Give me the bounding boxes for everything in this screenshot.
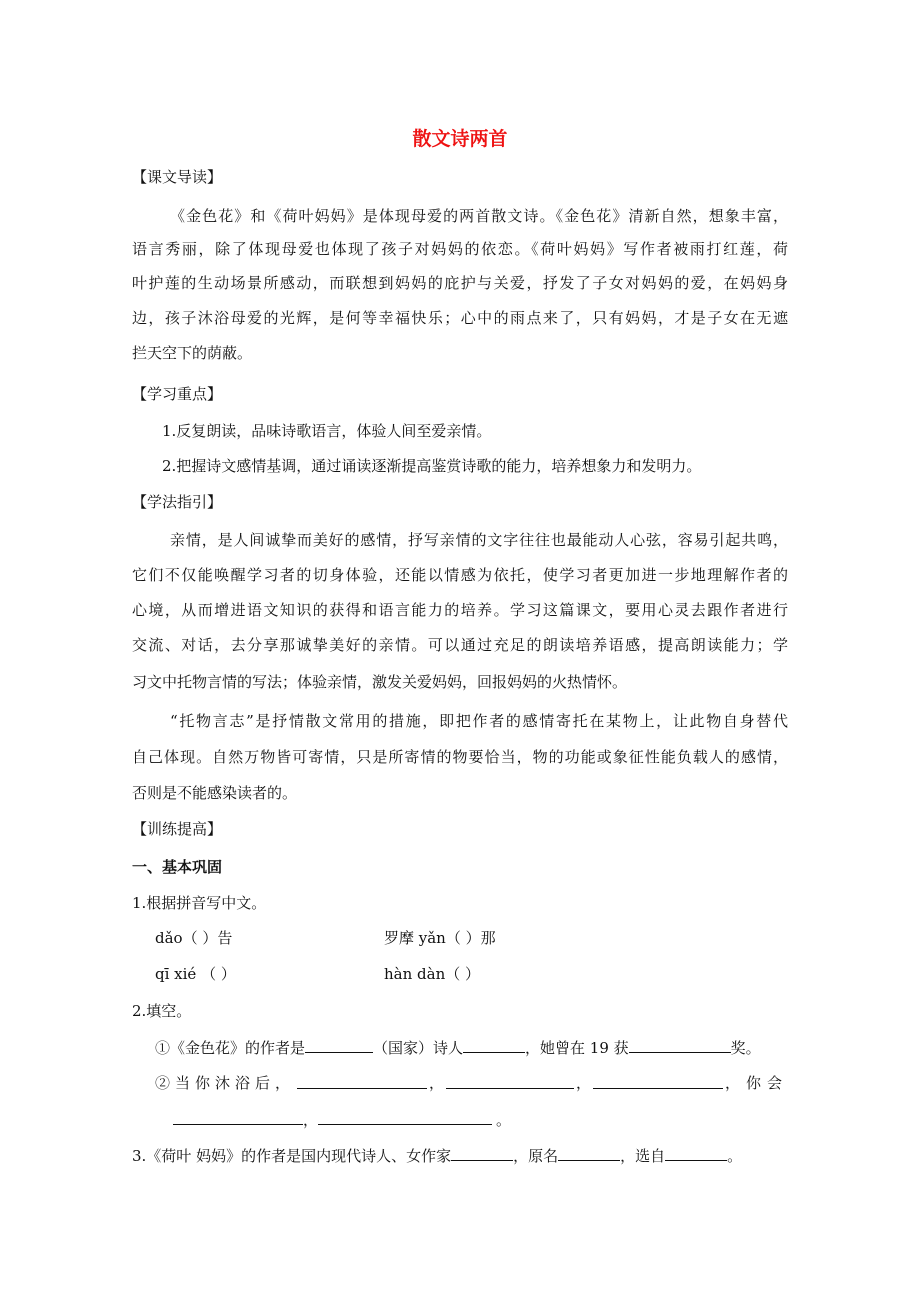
focus-item-1: 1.反复朗读，品味诗歌语言，体验人间至爱亲情。 (162, 422, 492, 440)
q1-item-yan: 罗摩 yǎn（ ）那 (384, 929, 496, 947)
q2-line1-part-b: （国家）诗人 (373, 1039, 464, 1057)
q2-line-3 (173, 1109, 511, 1130)
method-line-2: 它们不仅能唤醒学习者的切身体验，还能以情感为依托，使学习者更加进一步地理解作者的 (132, 566, 788, 584)
q2-blank-3a[interactable] (173, 1109, 303, 1125)
q2-line1-part-c: ，她曾在 19 获 (525, 1039, 629, 1057)
q2-comma-1: ， (428, 1074, 444, 1092)
q3-part-b: ，原名 (513, 1147, 559, 1165)
q3-blank-realname[interactable] (558, 1145, 620, 1161)
q1-item-handan: hàn dàn（ ） (384, 965, 481, 983)
q2-line2-end: ，你会 (724, 1074, 788, 1092)
q1-item-dao: dǎo（ ）告 (155, 929, 233, 947)
guide-line-4: 边，孩子沐浴母爱的光辉，是何等幸福快乐；心中的雨点来了，只有妈妈，才是子女在无遮 (132, 309, 788, 327)
q2-blank-author[interactable] (305, 1037, 373, 1053)
q3-part-a: 3.《荷叶 妈妈》的作者是国内现代诗人、女作家 (132, 1147, 452, 1165)
q2-line1-part-a: ①《金色花》的作者是 (155, 1039, 306, 1057)
q2-line-1 (155, 1037, 761, 1058)
q3-blank-author[interactable] (451, 1145, 513, 1161)
q2-blank-award[interactable] (629, 1037, 731, 1053)
q2-blank-2b[interactable] (446, 1073, 574, 1089)
q3-blank-source[interactable] (665, 1145, 727, 1161)
method-line-3: 心境，从而增进语文知识的获得和语言能力的培养。学习这篇课文，要用心灵去跟作者进行 (132, 601, 788, 619)
method-line-8: 否则是不能感染读者的。 (132, 784, 298, 802)
question-3 (132, 1145, 742, 1166)
section-practice-heading: 【训练提高】 (132, 820, 223, 838)
section-guide-heading: 【课文导读】 (132, 168, 223, 186)
q2-comma-2: ， (575, 1074, 591, 1092)
q3-part-c: ，选自 (620, 1147, 666, 1165)
guide-line-1: 《金色花》和《荷叶妈妈》是体现母爱的两首散文诗。《金色花》清新自然，想象丰富， (170, 207, 788, 225)
guide-line-2: 语言秀丽，除了体现母爱也体现了孩子对妈妈的依恋。《荷叶妈妈》写作者被雨打红莲，荷 (132, 240, 788, 258)
q3-part-d: 。 (727, 1147, 743, 1165)
q2-period: 。 (496, 1111, 512, 1129)
section-focus-heading: 【学习重点】 (132, 385, 223, 403)
focus-item-2: 2.把握诗文感情基调，通过诵读逐渐提高鉴赏诗歌的能力，培养想象力和发明力。 (162, 457, 702, 475)
q2-blank-2a[interactable] (297, 1073, 427, 1089)
method-line-4: 交流、对话，去分享那诚挚美好的亲情。可以通过充足的朗读培养语感，提高朗读能力；学 (132, 636, 788, 654)
method-line-1: 亲情，是人间诚挚而美好的感情，抒写亲情的文字往往也最能动人心弦，容易引起共鸣， (170, 531, 788, 549)
q1-item-qixie: qī xié （ ） (155, 965, 236, 983)
part-one-heading: 一、基本巩固 (132, 858, 223, 876)
question-2-label: 2.填空。 (132, 1002, 192, 1020)
q2-blank-3b[interactable] (318, 1109, 492, 1125)
method-line-7: 自己体现。自然万物皆可寄情，只是所寄情的物要恰当，物的功能或象征性能负载人的感情， (132, 748, 788, 766)
q2-comma-3: ， (303, 1111, 319, 1129)
question-1-label: 1.根据拼音写中文。 (132, 894, 267, 912)
q2-blank-2c[interactable] (593, 1073, 723, 1089)
guide-line-3: 叶护莲的生动场景所感动，而联想到妈妈的庇护与关爱，抒发了子女对妈妈的爱，在妈妈身 (132, 274, 788, 292)
method-line-5: 习文中托物言情的写法；体验亲情，激发关爱妈妈，回报妈妈的火热情怀。 (132, 673, 628, 691)
page-title: 散文诗两首 (412, 128, 508, 150)
guide-line-5: 拦天空下的荫蔽。 (132, 344, 253, 362)
q2-line-2 (155, 1073, 788, 1093)
section-method-heading: 【学法指引】 (132, 493, 223, 511)
method-line-6: “托物言志”是抒情散文常用的措施，即把作者的感情寄托在某物上，让此物自身替代 (170, 712, 788, 730)
q2-blank-country[interactable] (463, 1037, 525, 1053)
q2-line2-lead: ②当你沐浴后， (155, 1074, 296, 1092)
q2-line1-part-d: 奖。 (730, 1039, 761, 1057)
